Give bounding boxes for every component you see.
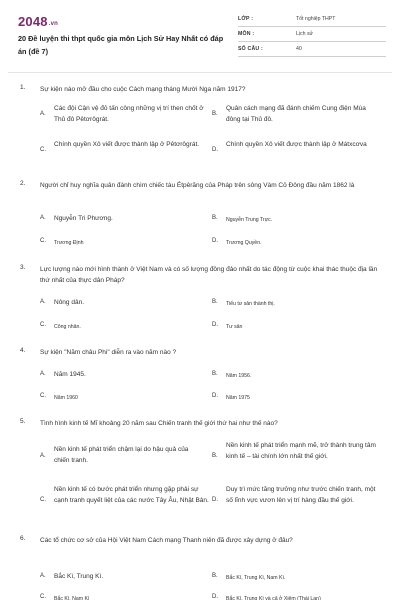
question-text: Sự kiện "Năm châu Phi" diễn ra vào năm nào ?	[40, 349, 177, 356]
meta-value: Lịch sử	[296, 31, 314, 37]
meta-row-count	[238, 44, 386, 57]
logo-text: 2048	[18, 14, 48, 29]
option-letter: D.	[212, 238, 218, 244]
option-letter: B.	[212, 573, 218, 579]
option-text: Nền kinh tế có bước phát triển nhưng gặp phải sự cạnh tranh quyết liệt của các nước Tây Âu, Nhật Bản.	[54, 486, 209, 504]
option-letter: A.	[40, 453, 46, 459]
option-letter: C.	[40, 393, 46, 399]
exam-meta	[238, 14, 386, 59]
option-letter: C.	[40, 322, 46, 328]
option-text: Trương Định	[54, 240, 84, 246]
site-logo[interactable]	[18, 14, 58, 29]
option-text: Duy trì mức tăng trưởng như trước chiến tranh, một số lĩnh vực vươn lên vị trí hàng đầu thế giới.	[226, 486, 376, 504]
option-text: Tư sản	[226, 324, 243, 330]
option-text: Nền kinh tế phát triển mạnh mẽ, trở thành trung tâm kinh tế – tài chính lớn nhất thế giới.	[226, 442, 376, 460]
meta-label: LỚP :	[238, 16, 254, 22]
question-text: Tình hình kinh tế Mĩ khoảng 20 năm sau Chiến tranh thế giới thứ hai như thế nào?	[40, 420, 278, 427]
option-text: Quân cách mạng đã đánh chiếm Cung điện Mùa đông tại Thủ đô.	[226, 105, 366, 123]
option-text: Nguyễn Trung Trực.	[226, 217, 273, 223]
option-letter: A.	[40, 111, 46, 117]
option-letter: C.	[40, 238, 46, 244]
option-text: Bắc Kì, Trung Kì, Nam Kì.	[226, 575, 286, 581]
option-letter: A.	[40, 371, 46, 377]
meta-label: MÔN :	[238, 31, 255, 37]
question-number: 4.	[20, 347, 26, 354]
logo-suffix: .vn	[48, 21, 59, 27]
option-letter: C.	[40, 147, 46, 153]
option-text: Bắc Kì, Trung Kì.	[54, 573, 104, 580]
option-text: Trương Quyền.	[226, 240, 262, 246]
question-text: Sự kiện nào mở đầu cho cuộc Cách mạng tháng Mười Nga năm 1917?	[40, 86, 246, 93]
question-number: 2.	[20, 180, 26, 187]
option-letter: C.	[40, 497, 46, 503]
option-letter: B.	[212, 299, 218, 305]
option-text: Tiểu tư sản thành thị.	[226, 301, 275, 307]
option-letter: A.	[40, 299, 46, 305]
question-text: Lực lượng nào mới hình thành ở Việt Nam và có số lượng đông đảo nhất do tác động từ cuộc khai thác thuộc địa lần thứ nhất của thực dân Pháp?	[40, 266, 378, 284]
option-letter: D.	[212, 393, 218, 399]
option-text: Chính quyền Xô viết được thành lập ở Mátxcơva	[226, 141, 367, 148]
question-number: 5.	[20, 418, 26, 425]
option-letter: B.	[212, 215, 218, 221]
option-text: Công nhân.	[54, 324, 81, 330]
option-text: Năm 1956.	[226, 373, 252, 379]
option-text: Bắc Kì, Nam Kì	[54, 596, 90, 600]
option-text: Năm 1975	[226, 395, 250, 401]
option-letter: B.	[212, 453, 218, 459]
option-text: Nền kinh tế phát triển chậm lại do hậu quả của chiến tranh.	[54, 446, 189, 464]
option-letter: D.	[212, 322, 218, 328]
meta-row-subject	[238, 29, 386, 42]
question-number: 6.	[20, 535, 26, 542]
question-number: 1.	[20, 84, 26, 91]
question-text: Các tổ chức cơ sở của Hội Việt Nam Cách mạng Thanh niên đã được xây dựng ở đâu?	[40, 537, 293, 544]
option-text: Các đội Cận vệ đỏ tấn công những vị trí then chốt ở Thủ đô Pêtơrôgrát.	[54, 105, 204, 123]
question-text: Người chỉ huy nghĩa quân đánh chìm chiếc tàu Étpêrăng của Pháp trên sông Vàm Cỏ Đông đầu năm 1862 là	[40, 182, 355, 189]
option-text: Chính quyền Xô viết được thành lập ở Pêtơrôgrát.	[54, 141, 200, 148]
meta-row-class	[238, 14, 386, 27]
option-letter: A.	[40, 215, 46, 221]
meta-label: SỐ CÂU :	[238, 46, 263, 52]
option-letter: B.	[212, 111, 218, 117]
exam-header	[14, 14, 386, 68]
option-letter: D.	[212, 497, 218, 503]
question-number: 3.	[20, 264, 26, 271]
option-text: Bắc Kì, Trung Kì và cả ở Xiêm (Thái Lan)	[226, 596, 321, 600]
header-divider	[8, 72, 392, 73]
option-letter: D.	[212, 147, 218, 153]
document-title: 20 Đề luyện thi thpt quốc gia môn Lịch Sử Hay Nhất có đáp án (đề 7)	[18, 34, 224, 56]
option-text: Năm 1945.	[54, 371, 86, 378]
option-text: Năm 1960	[54, 395, 78, 401]
meta-value: 40	[296, 46, 302, 52]
option-letter: D.	[212, 594, 218, 600]
option-text: Nông dân.	[54, 299, 84, 306]
meta-value: Tốt nghiệp THPT	[296, 16, 336, 22]
option-text: Nguyễn Tri Phương.	[54, 215, 113, 222]
option-letter: A.	[40, 573, 46, 579]
option-letter: B.	[212, 371, 218, 377]
option-letter: C.	[40, 594, 46, 600]
